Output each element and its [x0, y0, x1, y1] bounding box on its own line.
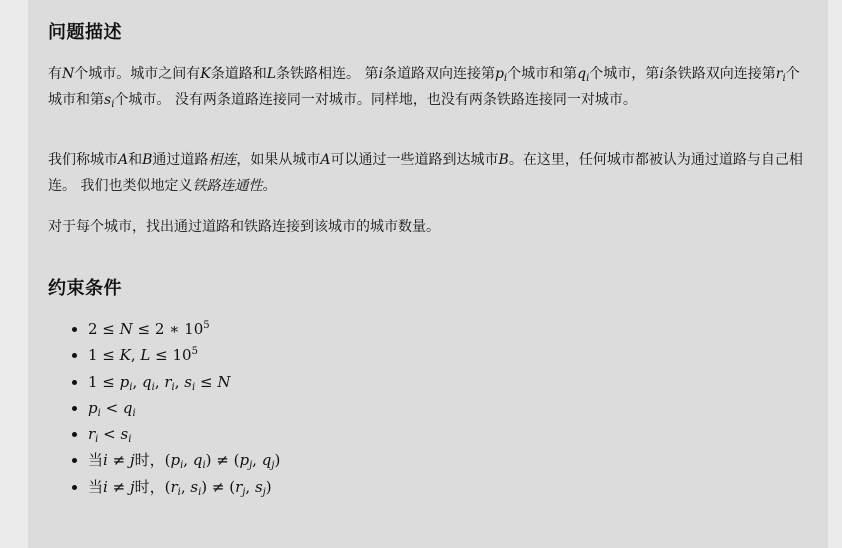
- problem-paragraph-2: 我们称城市A和B通过道路相连，如果从城市A可以通过一些道路到达城市B。在这里，任何城市都被认为通过道路与自己相连。 我们也类似地定义铁路连通性。: [48, 152, 803, 194]
- problem-paragraph-1: 有N个城市。城市之间有K条道路和L条铁路相连。 第i条道路双向连接第$p_i$个城市和第$q_i$个城市，第i条铁路双向连接第$r_i$个城市和第$s_i$个城市。 没有两条道路连接同一对城市。同样地，也没有两条铁路连接同一对城市。: [48, 66, 800, 110]
- constraint-item: • 当i ≠ j时，($p_i$, $q_i) \ne (p_j$, $q_j$): [88, 447, 280, 473]
- problem-paragraph-3: 对于每个城市，找出通过道路和铁路连接到该城市的城市数量。: [48, 219, 440, 235]
- constraint-item: • 2 ≤ N ≤ 2 ∗ $10^5$: [88, 316, 280, 342]
- constraint-item: • $p_i < q_i$: [88, 395, 280, 421]
- problem-description-heading: 问题描述: [48, 22, 122, 43]
- constraint-item: • $r_i < s_i$: [88, 421, 280, 447]
- constraints-list: [48, 316, 280, 500]
- constraints-heading: 约束条件: [48, 278, 122, 299]
- constraint-item: • 1 ≤ K, $L \le 10^5$: [88, 342, 280, 368]
- constraint-item: • 当i ≠ j时，($r_i$, $s_i) \ne (r_j$, $s_j$): [88, 474, 280, 500]
- problem-panel: [28, 0, 828, 548]
- constraint-item: • $1 \le p_i$, $q_i$, $r_i$, $s_i \le N$: [88, 369, 280, 395]
